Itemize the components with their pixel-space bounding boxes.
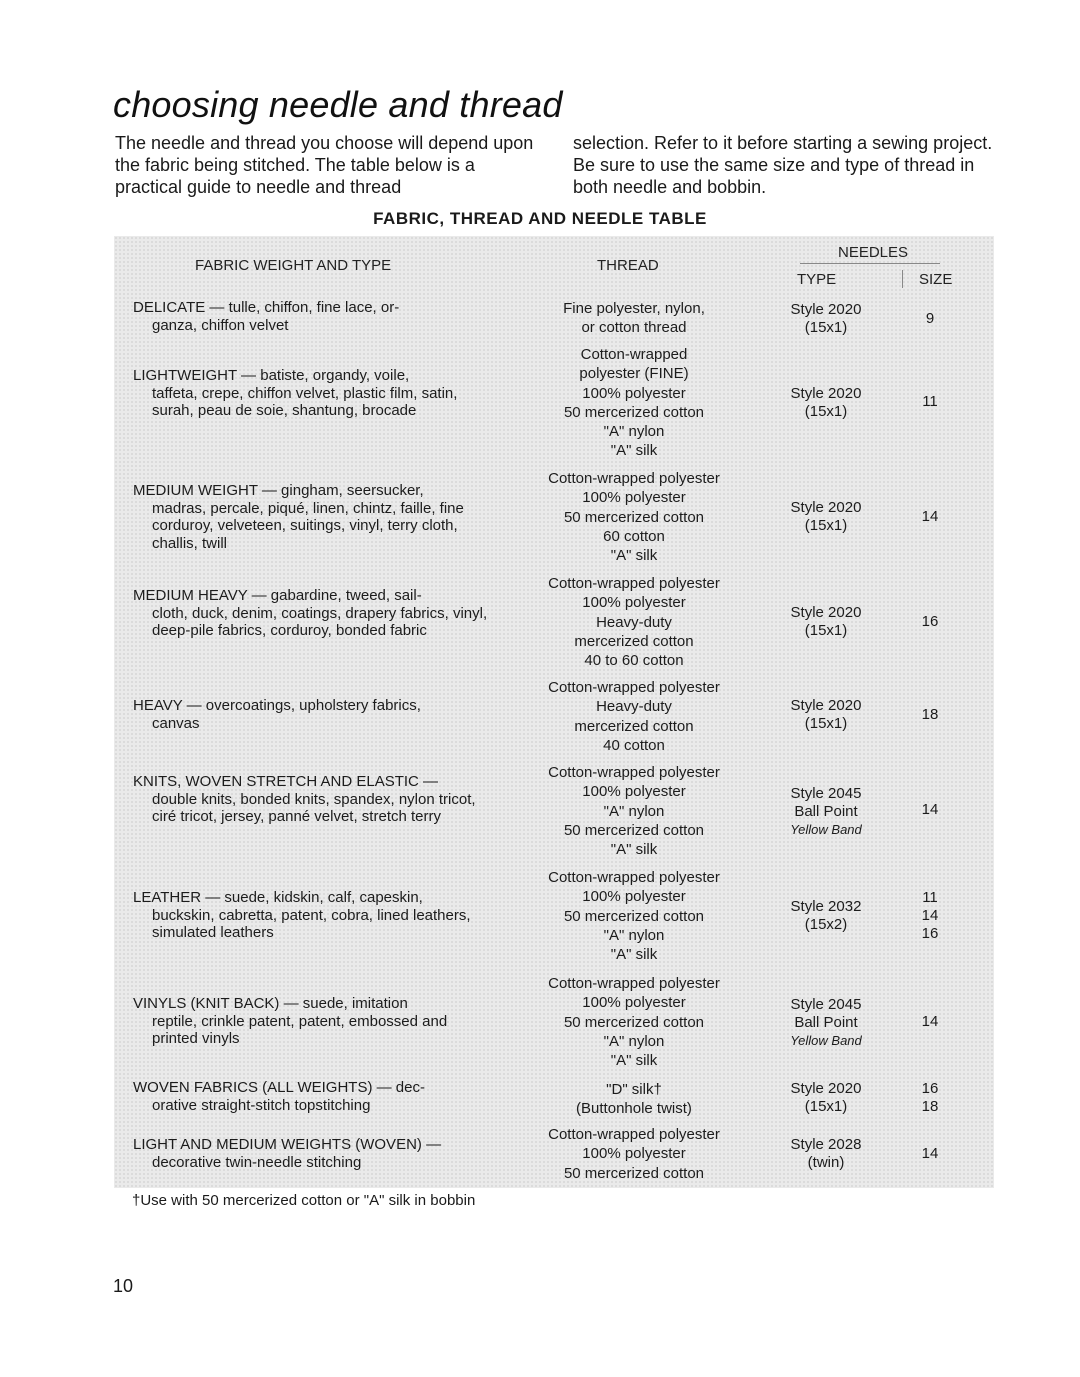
thread-cell	[520, 299, 748, 338]
thread-option: "D" silk†	[606, 1081, 662, 1098]
thread-option: mercerized cotton	[574, 632, 694, 650]
needle-size-cell	[910, 508, 950, 526]
thread-cell	[520, 345, 748, 461]
thread-option: 100% polyester	[582, 594, 686, 612]
needle-size-value: 16	[921, 1080, 939, 1097]
needle-type-line: Style 2028	[790, 1136, 862, 1153]
fabric-examples: taffeta, crepe, chiffon velvet, plastic film, satin, surah, peau de soie, shantung, brocade	[152, 384, 458, 419]
needle-size-value: 14	[921, 801, 939, 818]
thread-option: Cotton-wrapped polyester	[548, 764, 720, 781]
needle-size-value: 11	[922, 393, 938, 410]
thread-option: Heavy-duty	[596, 698, 672, 716]
thread-cell	[520, 763, 748, 859]
thread-cell	[520, 868, 748, 964]
needle-type-line: (15x1)	[804, 517, 848, 534]
thread-option: polyester (FINE)	[579, 365, 689, 383]
table-heading: FABRIC, THREAD AND NEEDLE TABLE	[373, 209, 707, 228]
needle-size-cell	[910, 1013, 950, 1031]
thread-option: Cotton-wrapped polyester	[548, 1126, 720, 1143]
needle-size-cell	[910, 889, 950, 943]
fabric-category: VINYLS (KNIT BACK) — suede, imitation	[133, 995, 408, 1012]
fabric-examples: ganza, chiffon velvet	[152, 316, 289, 334]
thread-option: Cotton-wrapped polyester	[548, 869, 720, 886]
footnote: †Use with 50 mercerized cotton or "A" silk in bobbin	[132, 1192, 476, 1209]
needle-type-line: (15x1)	[804, 403, 848, 420]
needle-type-line: Style 2020	[790, 697, 862, 714]
fabric-cell	[133, 1079, 495, 1114]
needle-size-value: 11	[922, 889, 938, 906]
thread-option: 100% polyester	[582, 489, 686, 507]
needle-type-line: Style 2020	[790, 499, 862, 516]
needle-size-cell	[910, 801, 950, 819]
type-size-divider	[902, 270, 903, 288]
fabric-cell	[133, 482, 495, 552]
fabric-examples: double knits, bonded knits, spandex, nylon tricot, ciré tricot, jersey, panné velvet, stretch terry	[152, 790, 476, 825]
fabric-category: KNITS, WOVEN STRETCH AND ELASTIC —	[133, 773, 439, 790]
needle-type-cell	[770, 301, 882, 337]
fabric-category: LIGHTWEIGHT — batiste, organdy, voile,	[133, 367, 410, 384]
intro-paragraph-right: selection. Refer to it before starting a sewing project. Be sure to use the same size and type of thread in both needle and bobbin.	[573, 133, 993, 197]
thread-option: Cotton-wrapped polyester	[548, 470, 720, 487]
thread-option: "A" silk	[610, 1052, 658, 1070]
fabric-examples: canvas	[152, 714, 200, 732]
fabric-category: DELICATE — tulle, chiffon, fine lace, or-	[133, 299, 400, 316]
fabric-examples: reptile, crinkle patent, patent, embossed and printed vinyls	[152, 1012, 448, 1047]
needle-type-line: (15x1)	[804, 319, 848, 336]
fabric-examples: buckskin, cabretta, patent, cobra, lined leathers, simulated leathers	[152, 906, 471, 941]
needle-size-cell	[910, 393, 950, 411]
thread-cell	[520, 678, 748, 755]
needle-type-line: (twin)	[807, 1154, 845, 1171]
thread-option: 60 cotton	[603, 527, 665, 545]
needle-type-cell	[770, 499, 882, 535]
fabric-examples: decorative twin-needle stitching	[152, 1153, 362, 1171]
needle-band-label: Yellow Band	[790, 822, 862, 837]
thread-option: Heavy-duty	[596, 613, 672, 631]
thread-option: Fine polyester, nylon,	[563, 300, 705, 317]
thread-option: "A" silk	[610, 946, 658, 964]
thread-option: Cotton-wrapped polyester	[548, 575, 720, 592]
thread-cell	[520, 469, 748, 565]
thread-option: "A" silk	[610, 547, 658, 565]
thread-option: 50 mercerized cotton	[563, 821, 705, 839]
needle-type-cell	[770, 1080, 882, 1116]
needle-type-line: Style 2020	[790, 1080, 862, 1097]
fabric-category: MEDIUM HEAVY — gabardine, tweed, sail-	[133, 587, 422, 604]
thread-cell	[520, 974, 748, 1070]
column-header-thread: THREAD	[597, 257, 659, 274]
thread-option: or cotton thread	[581, 319, 687, 337]
fabric-cell	[133, 367, 495, 420]
needle-type-line: (15x1)	[804, 715, 848, 732]
fabric-cell	[133, 587, 495, 640]
thread-option: Cotton-wrapped polyester	[548, 975, 720, 992]
thread-option: "A" silk	[610, 442, 658, 460]
needle-type-line: Ball Point	[794, 803, 858, 820]
fabric-cell	[133, 299, 495, 334]
needle-size-cell	[910, 310, 950, 328]
fabric-category: HEAVY — overcoatings, upholstery fabrics,	[133, 697, 421, 714]
thread-cell	[520, 1125, 748, 1183]
fabric-category: MEDIUM WEIGHT — gingham, seersucker,	[133, 482, 424, 499]
thread-cell	[520, 1080, 748, 1119]
thread-option: "A" nylon	[603, 926, 665, 944]
needle-type-cell	[770, 996, 882, 1050]
thread-option: "A" nylon	[603, 423, 665, 441]
needle-type-line: Style 2032	[790, 898, 862, 915]
needles-header-divider	[800, 263, 940, 264]
needle-size-value: 16	[921, 925, 939, 942]
needle-type-line: (15x1)	[804, 1098, 848, 1115]
needle-type-cell	[770, 898, 882, 934]
column-header-fabric: FABRIC WEIGHT AND TYPE	[195, 257, 392, 274]
thread-option: 50 mercerized cotton	[563, 403, 705, 421]
needle-type-line: Ball Point	[794, 1014, 858, 1031]
needle-type-cell	[770, 785, 882, 839]
intro-paragraph-left: The needle and thread you choose will depend upon the fabric being stitched. The table below is a practical guide to needle and thread	[115, 133, 534, 197]
thread-cell	[520, 574, 748, 670]
thread-option: 100% polyester	[582, 994, 686, 1012]
column-header-size: SIZE	[919, 271, 953, 288]
needle-type-line: Style 2045	[790, 996, 862, 1013]
thread-option: 100% polyester	[582, 384, 686, 402]
needle-type-line: (15x1)	[804, 622, 848, 639]
column-header-needles: NEEDLES	[838, 244, 909, 261]
fabric-cell	[133, 1136, 495, 1171]
fabric-category: LIGHT AND MEDIUM WEIGHTS (WOVEN) —	[133, 1136, 442, 1153]
needle-type-cell	[770, 385, 882, 421]
fabric-cell	[133, 889, 495, 942]
needle-band-label: Yellow Band	[790, 1033, 862, 1048]
needle-size-cell	[910, 613, 950, 631]
needle-size-value: 14	[921, 1013, 939, 1030]
fabric-cell	[133, 995, 495, 1048]
thread-option: mercerized cotton	[574, 717, 694, 735]
needle-size-value: 18	[921, 706, 939, 723]
thread-option: 40 cotton	[603, 736, 665, 754]
thread-option: 100% polyester	[582, 888, 686, 906]
fabric-examples: cloth, duck, denim, coatings, drapery fabrics, vinyl, deep-pile fabrics, corduroy, bonded fabric	[152, 604, 488, 639]
needle-type-line: Style 2045	[790, 785, 862, 802]
thread-option: 50 mercerized cotton	[563, 1013, 705, 1031]
thread-option: 100% polyester	[582, 783, 686, 801]
needle-size-value: 16	[921, 613, 939, 630]
needle-type-line: Style 2020	[790, 604, 862, 621]
column-header-type: TYPE	[797, 271, 837, 288]
needle-size-value: 14	[921, 1145, 939, 1162]
page-number: 10	[113, 1276, 134, 1296]
needle-type-line: Style 2020	[790, 301, 862, 318]
page-title: choosing needle and thread	[113, 84, 563, 125]
fabric-cell	[133, 773, 495, 826]
fabric-cell	[133, 697, 495, 732]
thread-option: Cotton-wrapped	[580, 346, 688, 363]
fabric-category: LEATHER — suede, kidskin, calf, capeskin,	[133, 889, 423, 906]
fabric-examples: orative straight-stitch topstitching	[152, 1096, 371, 1114]
needle-type-cell	[770, 1136, 882, 1172]
thread-option: (Buttonhole twist)	[576, 1100, 692, 1118]
thread-option: 50 mercerized cotton	[563, 907, 705, 925]
needle-type-cell	[770, 697, 882, 733]
fabric-category: WOVEN FABRICS (ALL WEIGHTS) — dec-	[133, 1079, 425, 1096]
fabric-examples: madras, percale, piqué, linen, chintz, faille, fine corduroy, velveteen, suitings, vinyl, terry cloth, challis, twill	[152, 499, 464, 552]
needle-size-value: 14	[921, 907, 939, 924]
thread-option: 50 mercerized cotton	[563, 1164, 705, 1182]
thread-option: "A" silk	[610, 841, 658, 859]
needle-size-cell	[910, 1145, 950, 1163]
needle-type-line: (15x2)	[804, 916, 848, 933]
thread-option: Cotton-wrapped polyester	[548, 679, 720, 696]
needle-type-cell	[770, 604, 882, 640]
needle-size-value: 18	[921, 1098, 939, 1115]
thread-option: "A" nylon	[603, 1032, 665, 1050]
thread-option: 50 mercerized cotton	[563, 508, 705, 526]
needle-size-value: 9	[925, 310, 935, 327]
thread-option: 100% polyester	[582, 1145, 686, 1163]
needle-size-value: 14	[921, 508, 939, 525]
needle-size-cell	[910, 706, 950, 724]
thread-option: "A" nylon	[603, 802, 665, 820]
thread-option: 40 to 60 cotton	[584, 652, 684, 670]
needle-type-line: Style 2020	[790, 385, 862, 402]
needle-size-cell	[910, 1080, 950, 1116]
